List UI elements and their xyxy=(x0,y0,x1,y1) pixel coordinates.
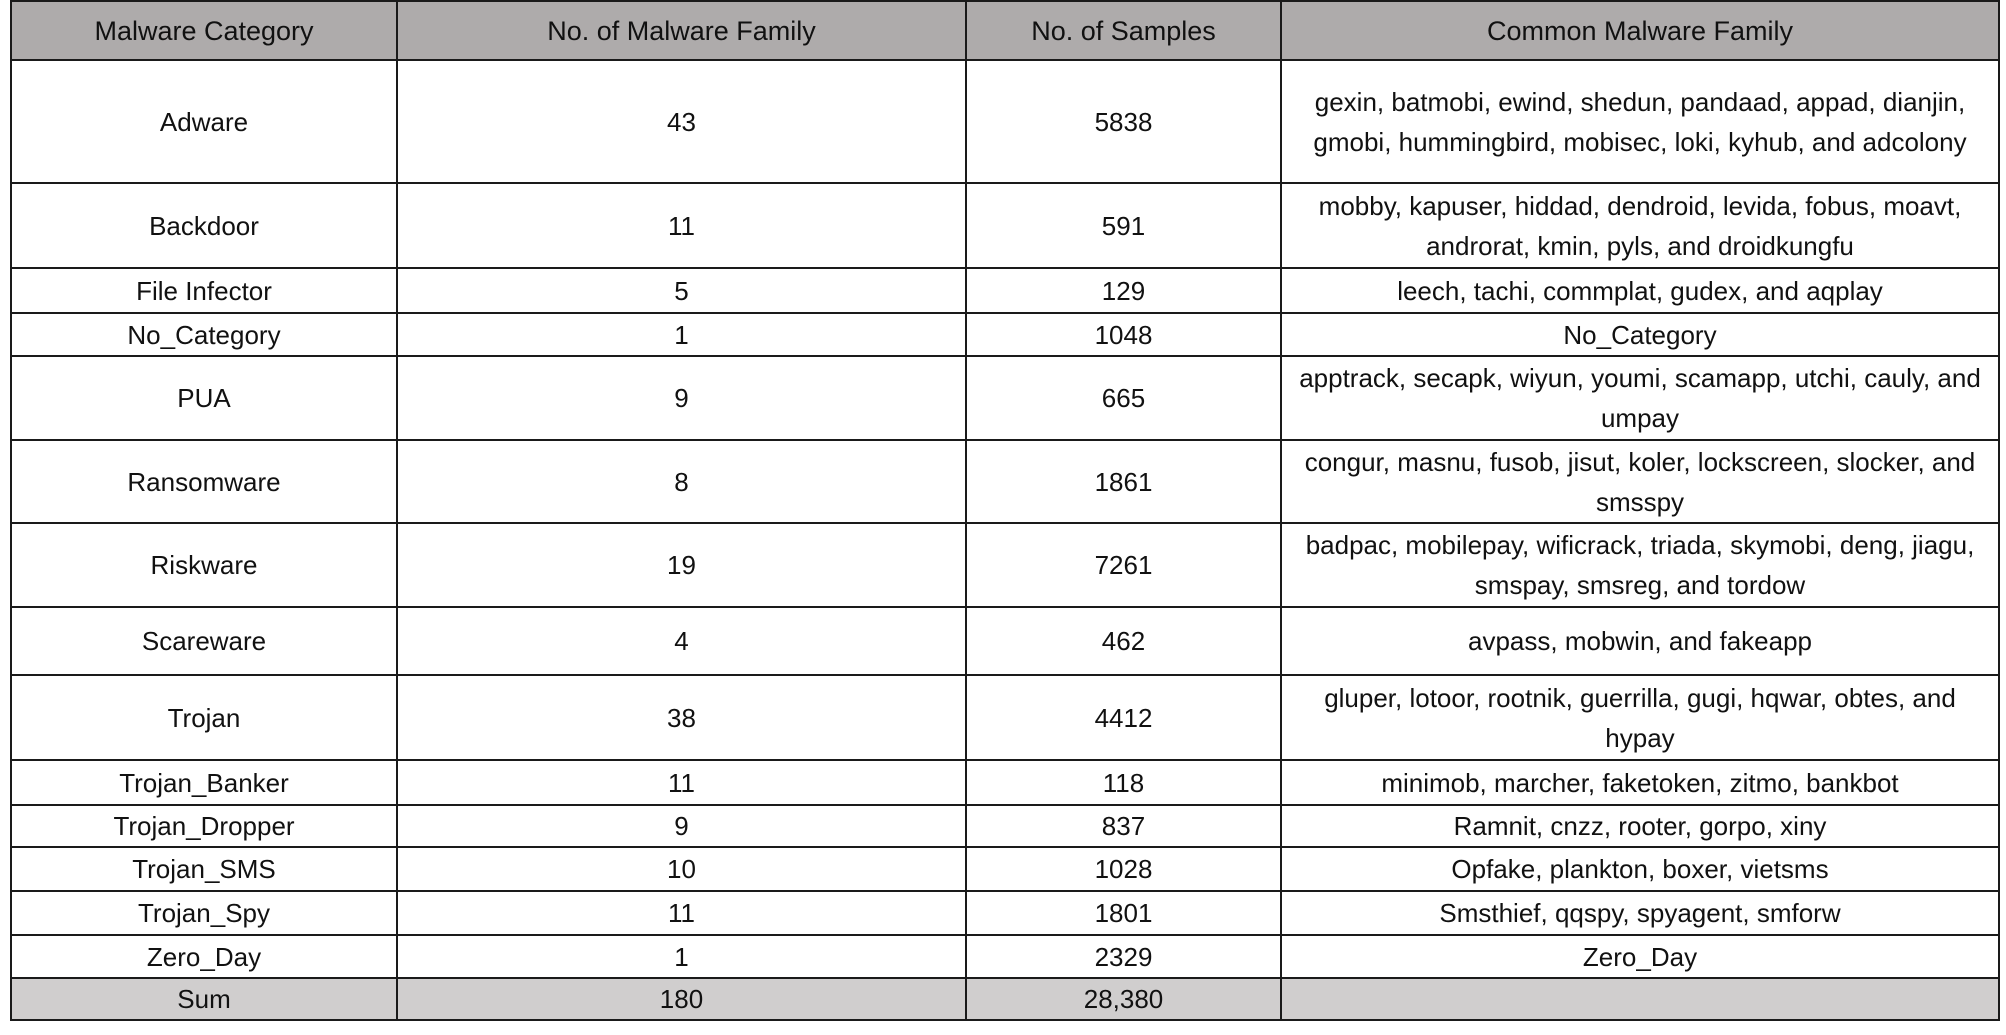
cell-family-count: 10 xyxy=(397,847,966,891)
sum-cell-family-count: 180 xyxy=(397,978,966,1020)
header-row xyxy=(11,1,1999,60)
header-no-of-samples: No. of Samples xyxy=(966,1,1281,60)
cell-common-families: Opfake, plankton, boxer, vietsms xyxy=(1281,847,1999,891)
cell-common-families: Smsthief, qqspy, spyagent, smforw xyxy=(1281,891,1999,935)
cell-sample-count: 118 xyxy=(966,760,1281,805)
cell-sample-count: 5838 xyxy=(966,60,1281,183)
cell-family-count: 1 xyxy=(397,935,966,978)
cell-sample-count: 462 xyxy=(966,607,1281,675)
cell-family-count: 8 xyxy=(397,440,966,523)
cell-sample-count: 129 xyxy=(966,268,1281,313)
table-row xyxy=(11,440,1999,523)
sum-cell-sample-count: 28,380 xyxy=(966,978,1281,1020)
cell-category: Backdoor xyxy=(11,183,397,268)
header-no-of-malware-family: No. of Malware Family xyxy=(397,1,966,60)
header-common-malware-family: Common Malware Family xyxy=(1281,1,1999,60)
cell-family-count: 19 xyxy=(397,523,966,607)
cell-sample-count: 591 xyxy=(966,183,1281,268)
cell-common-families: Ramnit, cnzz, rooter, gorpo, xiny xyxy=(1281,805,1999,847)
cell-family-count: 11 xyxy=(397,891,966,935)
cell-category: Adware xyxy=(11,60,397,183)
cell-sample-count: 1861 xyxy=(966,440,1281,523)
cell-common-families: Zero_Day xyxy=(1281,935,1999,978)
table-row xyxy=(11,523,1999,607)
cell-family-count: 11 xyxy=(397,183,966,268)
cell-sample-count: 7261 xyxy=(966,523,1281,607)
cell-category: Riskware xyxy=(11,523,397,607)
table-row xyxy=(11,760,1999,805)
cell-category: No_Category xyxy=(11,313,397,356)
cell-family-count: 9 xyxy=(397,356,966,440)
cell-category: Ransomware xyxy=(11,440,397,523)
cell-sample-count: 837 xyxy=(966,805,1281,847)
cell-sample-count: 1048 xyxy=(966,313,1281,356)
table-row xyxy=(11,268,1999,313)
cell-category: Scareware xyxy=(11,607,397,675)
cell-common-families: leech, tachi, commplat, gudex, and aqplay xyxy=(1281,268,1999,313)
table-row xyxy=(11,313,1999,356)
cell-family-count: 9 xyxy=(397,805,966,847)
cell-sample-count: 665 xyxy=(966,356,1281,440)
cell-common-families: No_Category xyxy=(1281,313,1999,356)
cell-common-families: mobby, kapuser, hiddad, dendroid, levida, fobus, moavt, androrat, kmin, pyls, and droidkungfu xyxy=(1281,183,1999,268)
header-malware-category: Malware Category xyxy=(11,1,397,60)
sum-cell-category: Sum xyxy=(11,978,397,1020)
table-row xyxy=(11,356,1999,440)
cell-sample-count: 1801 xyxy=(966,891,1281,935)
cell-category: Trojan_Dropper xyxy=(11,805,397,847)
cell-family-count: 11 xyxy=(397,760,966,805)
cell-family-count: 5 xyxy=(397,268,966,313)
cell-sample-count: 1028 xyxy=(966,847,1281,891)
cell-category: File Infector xyxy=(11,268,397,313)
cell-category: PUA xyxy=(11,356,397,440)
table-row xyxy=(11,675,1999,760)
malware-category-table xyxy=(10,0,2000,1021)
table-row xyxy=(11,805,1999,847)
table-row xyxy=(11,935,1999,978)
cell-family-count: 1 xyxy=(397,313,966,356)
table-row xyxy=(11,847,1999,891)
cell-category: Trojan_Spy xyxy=(11,891,397,935)
cell-common-families: congur, masnu, fusob, jisut, koler, lockscreen, slocker, and smsspy xyxy=(1281,440,1999,523)
cell-common-families: gluper, lotoor, rootnik, guerrilla, gugi, hqwar, obtes, and hypay xyxy=(1281,675,1999,760)
cell-category: Trojan xyxy=(11,675,397,760)
sum-cell-common-families xyxy=(1281,978,1999,1020)
cell-family-count: 38 xyxy=(397,675,966,760)
cell-common-families: badpac, mobilepay, wificrack, triada, skymobi, deng, jiagu, smspay, smsreg, and tordow xyxy=(1281,523,1999,607)
cell-sample-count: 4412 xyxy=(966,675,1281,760)
cell-common-families: avpass, mobwin, and fakeapp xyxy=(1281,607,1999,675)
cell-family-count: 43 xyxy=(397,60,966,183)
table-row xyxy=(11,183,1999,268)
sum-row xyxy=(11,978,1999,1020)
table-body xyxy=(11,60,1999,1020)
cell-common-families: apptrack, secapk, wiyun, youmi, scamapp, utchi, cauly, and umpay xyxy=(1281,356,1999,440)
cell-common-families: gexin, batmobi, ewind, shedun, pandaad, appad, dianjin, gmobi, hummingbird, mobisec, loki, kyhub, and adcolony xyxy=(1281,60,1999,183)
table-row xyxy=(11,607,1999,675)
table-row xyxy=(11,891,1999,935)
cell-common-families: minimob, marcher, faketoken, zitmo, bankbot xyxy=(1281,760,1999,805)
cell-category: Trojan_Banker xyxy=(11,760,397,805)
table-row xyxy=(11,60,1999,183)
cell-category: Zero_Day xyxy=(11,935,397,978)
cell-family-count: 4 xyxy=(397,607,966,675)
cell-category: Trojan_SMS xyxy=(11,847,397,891)
cell-sample-count: 2329 xyxy=(966,935,1281,978)
